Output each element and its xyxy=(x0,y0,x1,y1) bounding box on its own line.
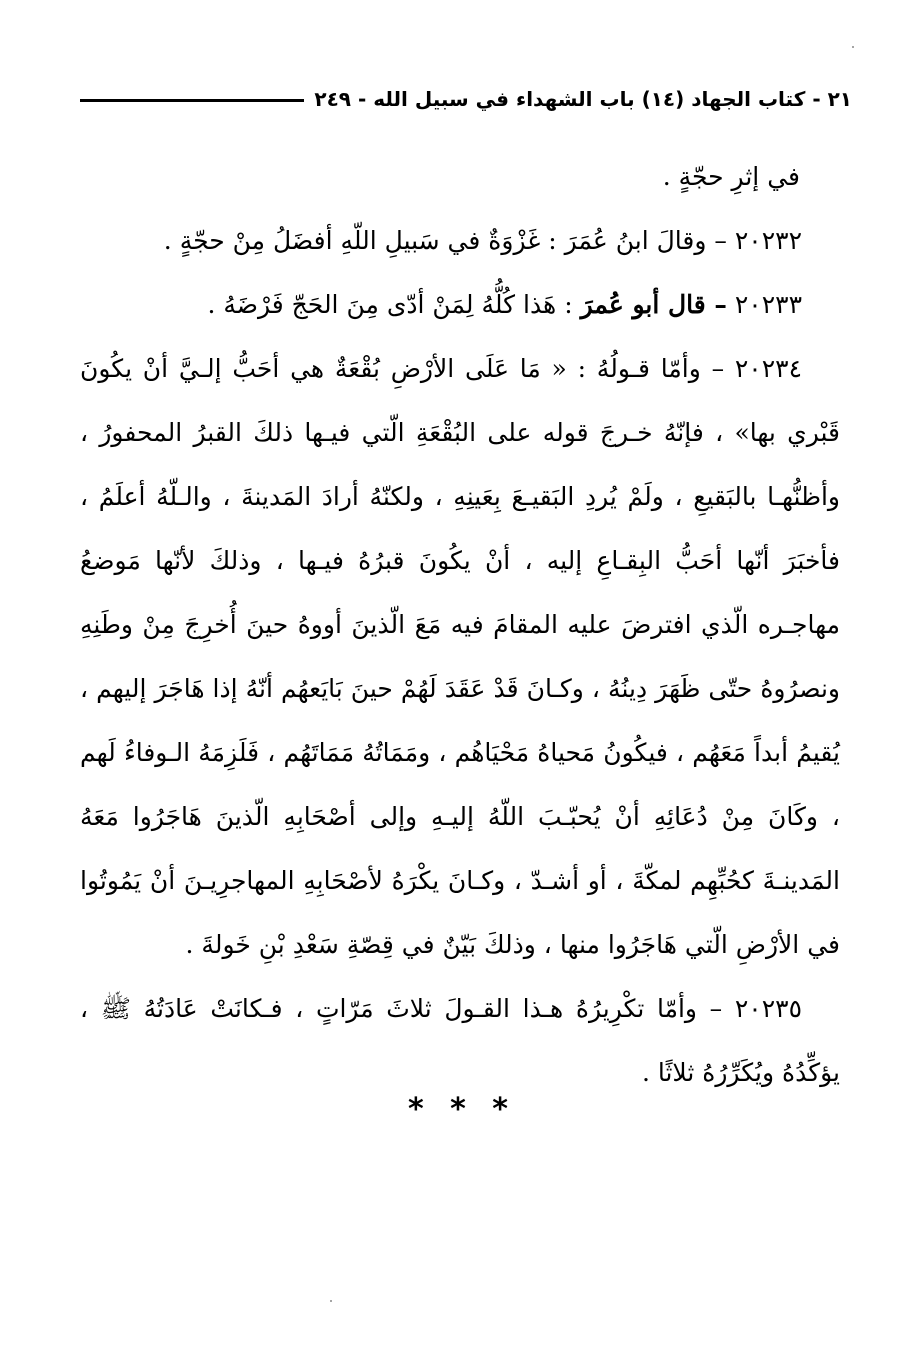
paragraph-number: ٢٠٢٣٥ xyxy=(734,994,803,1023)
section-divider: * * * xyxy=(408,1092,516,1127)
paragraph-number: ٢٠٢٣٣ xyxy=(734,290,802,319)
paragraph-text: – وقالَ ابنُ عُمَرَ : غَزْوَةٌ في سَبيلِ اللّهِ أفضَلُ مِنْ حجّةٍ . xyxy=(163,226,727,255)
page-body xyxy=(80,145,840,1105)
header-rule xyxy=(80,99,304,102)
scan-speck xyxy=(330,1300,332,1302)
running-header xyxy=(80,84,852,114)
paragraph-text: : هَذا كُلُّهُ لِمَنْ أدّى مِنَ الحَجّ فَرْضَهُ . xyxy=(207,290,573,319)
paragraph-number: ٢٠٢٣٢ xyxy=(734,226,802,255)
paragraph-text: – وأمّا قـولُهُ : « مَا عَلَى الأرْضِ بُقْعَةٌ هي أحَبُّ إلـيَّ أنْ يكُونَ قَبْري بها» ، فإنّهُ خـرجَ قوله على البُقْعَةِ الّتي فيـها ذلكَ القبرُ المحفورُ ، وأظنُّهـا بالبَقيعِ ، ولَمْ يُردِ البَقيـعَ بِعَينِهِ ، ولكنّهُ أرادَ المَدينةَ ، والـلّهُ أعلَمُ ، فأخبَرَ أنّها أحَبُّ البِقـاعِ إليه ، أنْ يكُونَ قبرُهُ فيـها ، وذلكَ لأنّها مَوضعُ مهاجـره الّذي افترضَ عليه المقامَ فيه مَعَ الّذينَ أووهُ حينَ أُخرِجَ مِنْ وطَنِهِ ونصرُوهُ حتّى ظَهَرَ دِينُهُ ، وكـانَ قَدْ عَقَدَ لَهُمْ حينَ بَايَعهُم أنّهُ إذا هَاجَرَ إليهم ، يُقيمُ أبداً مَعَهُم ، فيكُونُ مَحياهُ مَحْيَاهُم ، ومَمَاتُهُ مَمَاتَهُم ، فَلَزِمَهُ الـوفاءُ لَهم ، وكَانَ مِنْ دُعَائِهِ أنْ يُحبّـبَ اللّهُ إليـهِ وإلى أصْحَابِهِ الّذينَ هَاجَرُوا مَعَهُ المَدينـةَ كحُبِّهِم لمكّةَ ، أو أشـدّ ، وكـانَ يكْرَهُ لأصْحَابِهِ المهاجرِيـنَ أنْ يَمُوتُوا في الأرْضِ الّتي هَاجَرُوا منها ، وذلكَ بَيّنٌ في قِصّةِ سَعْدِ بْنِ خَولةَ . xyxy=(80,354,840,959)
paragraph-20233 xyxy=(80,273,840,337)
continuation-line: في إثرِ حجّةٍ . xyxy=(662,162,800,191)
paragraph-20234 xyxy=(80,337,840,977)
paragraph-20232 xyxy=(80,209,840,273)
paragraph-text: – وأمّا تكْرِيرُهُ هـذا القـولَ ثلاثَ مَرّاتٍ ، فـكانَتْ عَادَتُهُ ﷺ ، يؤكِّدُهُ ويُكَرِّرُهُ ثلاثًا . xyxy=(80,994,840,1087)
paragraph-lead: – قال أبو عُمرَ xyxy=(580,290,727,319)
paragraph-number: ٢٠٢٣٤ xyxy=(734,354,802,383)
running-title: ٢١ - كتاب الجهاد (١٤) باب الشهداء في سبيل الله - ٢٤٩ xyxy=(314,87,852,111)
paragraph-20235 xyxy=(80,977,840,1105)
scan-speck xyxy=(852,46,854,48)
